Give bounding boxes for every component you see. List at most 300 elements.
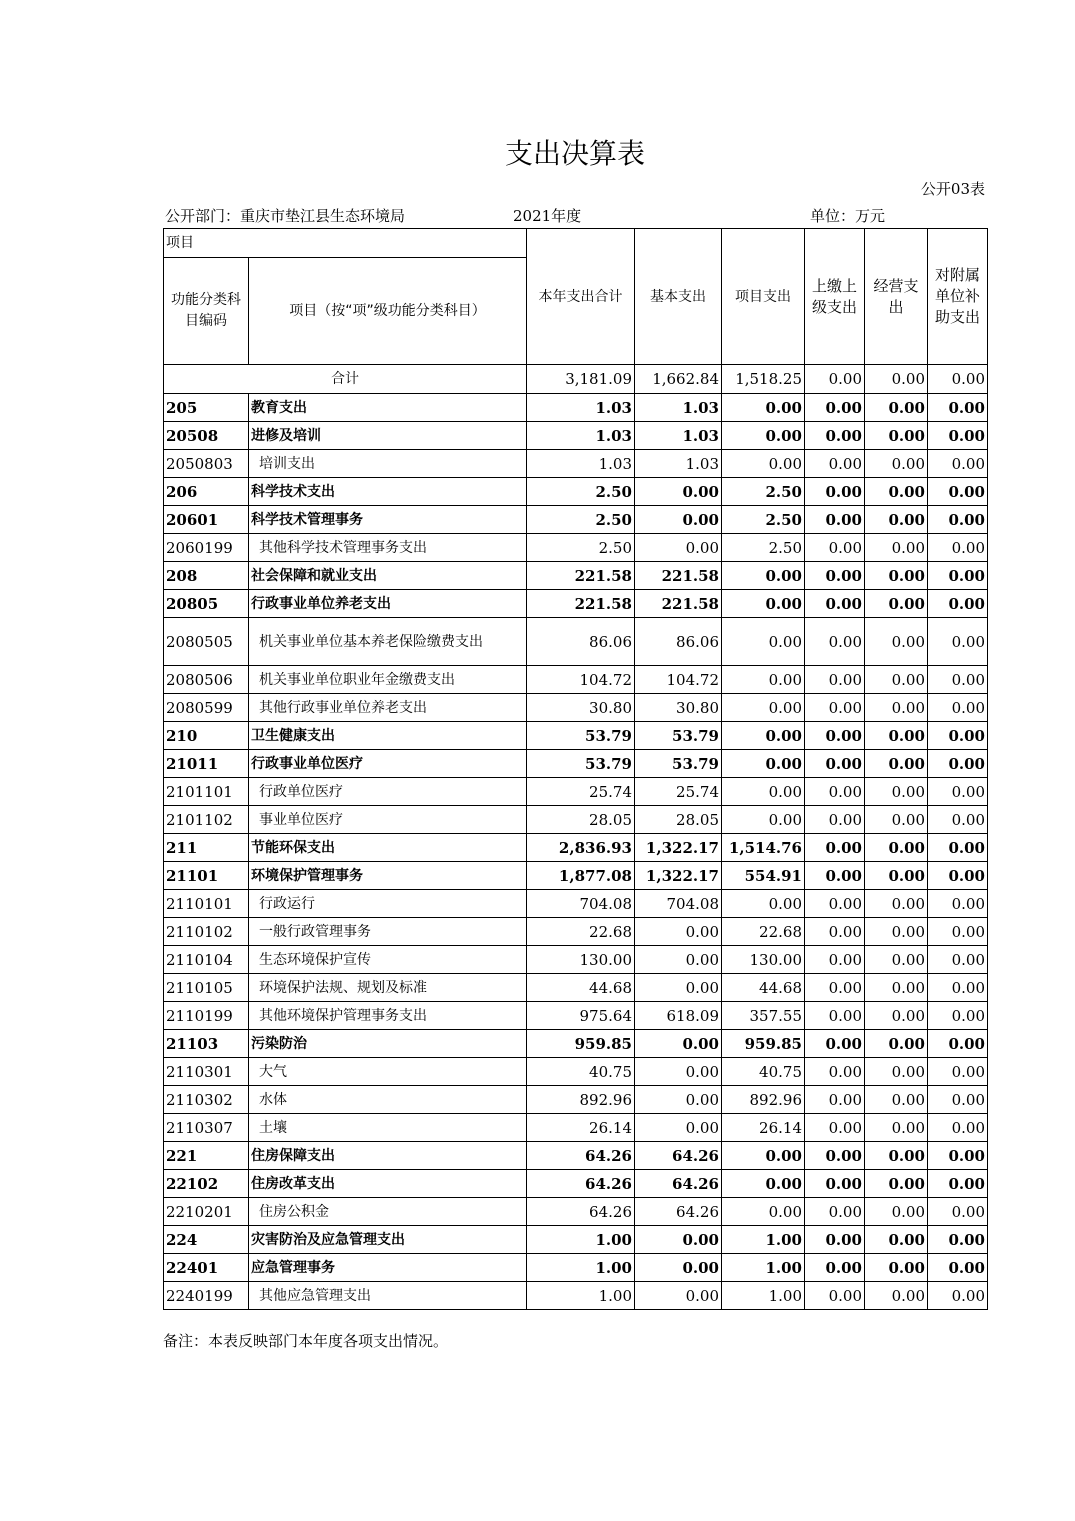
- total-row: [164, 365, 988, 394]
- page-title: 支出决算表: [504, 137, 645, 170]
- row-value: 53.79: [527, 750, 635, 778]
- row-name: 进修及培训: [249, 422, 527, 450]
- table-row: [164, 722, 988, 750]
- row-value: 0.00: [635, 534, 722, 562]
- row-code: 210: [164, 722, 249, 750]
- row-value: 221.58: [527, 562, 635, 590]
- row-value: 0.00: [928, 1058, 988, 1086]
- row-value: 1,877.08: [527, 862, 635, 890]
- row-code: 2210201: [164, 1198, 249, 1226]
- row-value: 0.00: [635, 1114, 722, 1142]
- row-name: 机关事业单位职业年金缴费支出: [249, 666, 527, 694]
- row-name: 社会保障和就业支出: [249, 562, 527, 590]
- table-row: [164, 450, 988, 478]
- row-value: 0.00: [722, 890, 805, 918]
- row-value: 0.00: [635, 1226, 722, 1254]
- row-value: 40.75: [527, 1058, 635, 1086]
- row-value: 0.00: [865, 1254, 928, 1282]
- row-value: 0.00: [722, 806, 805, 834]
- total-value: 3,181.09: [527, 365, 635, 394]
- row-value: 0.00: [722, 750, 805, 778]
- row-value: 64.26: [527, 1170, 635, 1198]
- row-value: 0.00: [722, 422, 805, 450]
- row-name: 生态环境保护宣传: [249, 946, 527, 974]
- header-project-expense: 项目支出: [722, 229, 805, 365]
- row-value: 53.79: [635, 722, 722, 750]
- row-value: 0.00: [805, 450, 865, 478]
- row-code: 22401: [164, 1254, 249, 1282]
- row-value: 1.03: [635, 450, 722, 478]
- row-code: 2110307: [164, 1114, 249, 1142]
- row-value: 28.05: [527, 806, 635, 834]
- row-value: 0.00: [928, 778, 988, 806]
- row-value: 0.00: [805, 1170, 865, 1198]
- row-value: 1.03: [527, 450, 635, 478]
- row-value: 0.00: [928, 534, 988, 562]
- total-value: 1,662.84: [635, 365, 722, 394]
- row-value: 0.00: [805, 1254, 865, 1282]
- table-row: [164, 778, 988, 806]
- row-value: 0.00: [865, 422, 928, 450]
- table-row: [164, 1002, 988, 1030]
- row-value: 0.00: [928, 890, 988, 918]
- row-value: 1.03: [635, 394, 722, 422]
- row-name: 行政运行: [249, 890, 527, 918]
- row-value: 0.00: [722, 562, 805, 590]
- row-value: 0.00: [865, 1086, 928, 1114]
- row-value: 0.00: [928, 666, 988, 694]
- row-value: 0.00: [805, 722, 865, 750]
- table-row: [164, 394, 988, 422]
- row-name: 应急管理事务: [249, 1254, 527, 1282]
- row-value: 0.00: [865, 806, 928, 834]
- row-code: 2101101: [164, 778, 249, 806]
- row-value: 0.00: [928, 1086, 988, 1114]
- row-name: 住房保障支出: [249, 1142, 527, 1170]
- table-row: [164, 1086, 988, 1114]
- row-value: 0.00: [865, 506, 928, 534]
- table-row: [164, 1058, 988, 1086]
- row-code: 20601: [164, 506, 249, 534]
- total-value: 0.00: [928, 365, 988, 394]
- row-value: 0.00: [635, 1030, 722, 1058]
- row-value: 0.00: [722, 1198, 805, 1226]
- row-value: 0.00: [805, 834, 865, 862]
- row-code: 21101: [164, 862, 249, 890]
- row-value: 0.00: [722, 666, 805, 694]
- row-code: 2050803: [164, 450, 249, 478]
- row-value: 2.50: [722, 506, 805, 534]
- table-row: [164, 750, 988, 778]
- row-code: 2110101: [164, 890, 249, 918]
- row-name: 科学技术支出: [249, 478, 527, 506]
- row-value: 53.79: [527, 722, 635, 750]
- table-row: [164, 666, 988, 694]
- row-value: 0.00: [722, 722, 805, 750]
- header-business: 经营支出: [865, 229, 928, 365]
- table-row: [164, 1170, 988, 1198]
- row-value: 0.00: [805, 534, 865, 562]
- row-value: 0.00: [928, 394, 988, 422]
- header-subsidy: 对附属单位补助支出: [928, 229, 988, 365]
- row-value: 1.00: [527, 1226, 635, 1254]
- row-value: 1.03: [527, 422, 635, 450]
- row-value: 0.00: [865, 834, 928, 862]
- row-value: 0.00: [928, 946, 988, 974]
- row-value: 64.26: [635, 1142, 722, 1170]
- row-value: 1,514.76: [722, 834, 805, 862]
- row-value: 0.00: [928, 974, 988, 1002]
- row-value: 0.00: [722, 394, 805, 422]
- row-value: 0.00: [805, 946, 865, 974]
- row-value: 0.00: [722, 450, 805, 478]
- row-value: 0.00: [805, 1030, 865, 1058]
- row-value: 1.00: [722, 1226, 805, 1254]
- row-value: 0.00: [928, 1254, 988, 1282]
- row-value: 0.00: [865, 618, 928, 666]
- row-code: 208: [164, 562, 249, 590]
- row-value: 618.09: [635, 1002, 722, 1030]
- row-value: 0.00: [865, 1198, 928, 1226]
- row-value: 0.00: [722, 694, 805, 722]
- table-row: [164, 534, 988, 562]
- table-row: [164, 890, 988, 918]
- row-name: 事业单位医疗: [249, 806, 527, 834]
- row-code: 2240199: [164, 1282, 249, 1310]
- row-value: 25.74: [635, 778, 722, 806]
- row-value: 0.00: [928, 562, 988, 590]
- row-value: 0.00: [928, 422, 988, 450]
- row-value: 0.00: [805, 1002, 865, 1030]
- row-name: 环境保护法规、规划及标准: [249, 974, 527, 1002]
- row-value: 1,322.17: [635, 834, 722, 862]
- row-value: 0.00: [805, 1282, 865, 1310]
- row-value: 892.96: [527, 1086, 635, 1114]
- row-value: 554.91: [722, 862, 805, 890]
- header-name: 项目（按“项”级功能分类科目）: [249, 258, 527, 365]
- row-value: 0.00: [805, 590, 865, 618]
- row-value: 0.00: [928, 1030, 988, 1058]
- row-code: 205: [164, 394, 249, 422]
- row-value: 0.00: [928, 1198, 988, 1226]
- row-code: 2110104: [164, 946, 249, 974]
- row-name: 机关事业单位基本养老保险缴费支出: [249, 618, 527, 666]
- row-code: 224: [164, 1226, 249, 1254]
- row-name: 节能环保支出: [249, 834, 527, 862]
- row-name: 其他应急管理支出: [249, 1282, 527, 1310]
- row-value: 221.58: [527, 590, 635, 618]
- row-value: 0.00: [722, 1142, 805, 1170]
- row-value: 86.06: [527, 618, 635, 666]
- table-row: [164, 618, 988, 666]
- row-value: 0.00: [865, 1114, 928, 1142]
- row-value: 0.00: [865, 1226, 928, 1254]
- row-value: 22.68: [722, 918, 805, 946]
- row-value: 130.00: [527, 946, 635, 974]
- row-name: 住房公积金: [249, 1198, 527, 1226]
- row-value: 0.00: [865, 946, 928, 974]
- row-value: 0.00: [928, 722, 988, 750]
- table-row: [164, 1198, 988, 1226]
- row-value: 1,322.17: [635, 862, 722, 890]
- row-value: 0.00: [865, 1058, 928, 1086]
- row-value: 0.00: [928, 1226, 988, 1254]
- row-code: 20508: [164, 422, 249, 450]
- row-value: 0.00: [722, 618, 805, 666]
- row-value: 1.00: [527, 1282, 635, 1310]
- row-value: 0.00: [805, 478, 865, 506]
- row-value: 86.06: [635, 618, 722, 666]
- row-value: 22.68: [527, 918, 635, 946]
- row-code: 2110302: [164, 1086, 249, 1114]
- row-value: 40.75: [722, 1058, 805, 1086]
- form-number: 公开03表: [920, 180, 985, 198]
- row-value: 0.00: [865, 890, 928, 918]
- row-value: 1.00: [722, 1254, 805, 1282]
- table-row: [164, 422, 988, 450]
- row-value: 2.50: [722, 534, 805, 562]
- row-value: 0.00: [805, 666, 865, 694]
- row-value: 0.00: [865, 974, 928, 1002]
- row-value: 30.80: [635, 694, 722, 722]
- row-name: 水体: [249, 1086, 527, 1114]
- row-value: 975.64: [527, 1002, 635, 1030]
- row-code: 2110102: [164, 918, 249, 946]
- row-value: 0.00: [928, 806, 988, 834]
- header-basic: 基本支出: [635, 229, 722, 365]
- row-value: 704.08: [635, 890, 722, 918]
- row-value: 0.00: [865, 666, 928, 694]
- table-row: [164, 590, 988, 618]
- total-value: 0.00: [865, 365, 928, 394]
- row-value: 104.72: [527, 666, 635, 694]
- row-value: 0.00: [865, 778, 928, 806]
- row-value: 0.00: [865, 450, 928, 478]
- row-value: 0.00: [865, 722, 928, 750]
- row-value: 0.00: [928, 618, 988, 666]
- row-code: 22102: [164, 1170, 249, 1198]
- table-row: [164, 478, 988, 506]
- row-value: 64.26: [527, 1198, 635, 1226]
- row-value: 64.26: [635, 1170, 722, 1198]
- row-value: 0.00: [928, 750, 988, 778]
- table-row: [164, 1114, 988, 1142]
- table-row: [164, 694, 988, 722]
- header-project: 项目: [164, 229, 527, 258]
- row-value: 0.00: [928, 1002, 988, 1030]
- row-value: 0.00: [865, 918, 928, 946]
- row-value: 0.00: [865, 1282, 928, 1310]
- row-name: 污染防治: [249, 1030, 527, 1058]
- row-value: 0.00: [635, 946, 722, 974]
- row-value: 64.26: [635, 1198, 722, 1226]
- row-code: 2101102: [164, 806, 249, 834]
- row-value: 0.00: [635, 974, 722, 1002]
- row-value: 28.05: [635, 806, 722, 834]
- row-value: 221.58: [635, 590, 722, 618]
- row-value: 0.00: [865, 562, 928, 590]
- row-value: 0.00: [865, 694, 928, 722]
- row-value: 0.00: [928, 918, 988, 946]
- row-code: 20805: [164, 590, 249, 618]
- row-value: 0.00: [865, 394, 928, 422]
- row-value: 0.00: [635, 1086, 722, 1114]
- row-value: 0.00: [928, 694, 988, 722]
- row-value: 0.00: [722, 778, 805, 806]
- row-value: 0.00: [805, 750, 865, 778]
- row-value: 53.79: [635, 750, 722, 778]
- header-total: 本年支出合计: [527, 229, 635, 365]
- table-row: [164, 946, 988, 974]
- row-code: 2080599: [164, 694, 249, 722]
- row-value: 0.00: [805, 1086, 865, 1114]
- row-name: 其他环境保护管理事务支出: [249, 1002, 527, 1030]
- row-value: 357.55: [722, 1002, 805, 1030]
- row-value: 0.00: [805, 618, 865, 666]
- row-value: 130.00: [722, 946, 805, 974]
- row-value: 0.00: [635, 1282, 722, 1310]
- row-code: 2060199: [164, 534, 249, 562]
- department: 公开部门：重庆市垫江县生态环境局: [165, 207, 406, 225]
- table-row: [164, 1030, 988, 1058]
- row-value: 0.00: [865, 750, 928, 778]
- header-code: 功能分类科目编码: [164, 258, 249, 365]
- table-row: [164, 1282, 988, 1310]
- row-value: 0.00: [865, 590, 928, 618]
- row-value: 0.00: [635, 1254, 722, 1282]
- row-code: 21011: [164, 750, 249, 778]
- row-value: 2.50: [527, 534, 635, 562]
- row-code: 2080505: [164, 618, 249, 666]
- row-value: 704.08: [527, 890, 635, 918]
- total-value: 1,518.25: [722, 365, 805, 394]
- row-value: 25.74: [527, 778, 635, 806]
- row-value: 959.85: [722, 1030, 805, 1058]
- table-row: [164, 862, 988, 890]
- row-value: 0.00: [805, 506, 865, 534]
- row-value: 0.00: [722, 590, 805, 618]
- row-name: 卫生健康支出: [249, 722, 527, 750]
- row-value: 26.14: [527, 1114, 635, 1142]
- row-value: 221.58: [635, 562, 722, 590]
- row-value: 0.00: [865, 1170, 928, 1198]
- row-name: 科学技术管理事务: [249, 506, 527, 534]
- row-name: 其他科学技术管理事务支出: [249, 534, 527, 562]
- row-value: 0.00: [805, 1058, 865, 1086]
- row-value: 64.26: [527, 1142, 635, 1170]
- row-value: 0.00: [805, 806, 865, 834]
- row-name: 住房改革支出: [249, 1170, 527, 1198]
- row-name: 行政事业单位养老支出: [249, 590, 527, 618]
- row-value: 0.00: [865, 478, 928, 506]
- table-row: [164, 918, 988, 946]
- row-value: 0.00: [635, 506, 722, 534]
- row-value: 0.00: [635, 918, 722, 946]
- row-value: 0.00: [805, 862, 865, 890]
- row-value: 0.00: [928, 834, 988, 862]
- row-value: 0.00: [928, 590, 988, 618]
- row-name: 大气: [249, 1058, 527, 1086]
- row-value: 0.00: [865, 534, 928, 562]
- row-value: 0.00: [928, 1114, 988, 1142]
- row-code: 2110301: [164, 1058, 249, 1086]
- table-row: [164, 1254, 988, 1282]
- fiscal-year: 2021年度: [513, 207, 582, 225]
- table-row: [164, 1226, 988, 1254]
- row-value: 0.00: [805, 918, 865, 946]
- row-value: 26.14: [722, 1114, 805, 1142]
- row-name: 其他行政事业单位养老支出: [249, 694, 527, 722]
- table-row: [164, 834, 988, 862]
- row-value: 2.50: [527, 506, 635, 534]
- row-value: 0.00: [928, 1142, 988, 1170]
- row-value: 0.00: [865, 1030, 928, 1058]
- table-row: [164, 974, 988, 1002]
- footnote: 备注：本表反映部门本年度各项支出情况。: [163, 1332, 449, 1350]
- row-value: 1.00: [722, 1282, 805, 1310]
- row-value: 0.00: [805, 890, 865, 918]
- row-code: 211: [164, 834, 249, 862]
- row-value: 0.00: [865, 862, 928, 890]
- row-value: 0.00: [865, 1002, 928, 1030]
- row-value: 0.00: [635, 1058, 722, 1086]
- table-row: [164, 562, 988, 590]
- row-name: 灾害防治及应急管理支出: [249, 1226, 527, 1254]
- row-code: 206: [164, 478, 249, 506]
- row-value: 0.00: [722, 1170, 805, 1198]
- row-name: 环境保护管理事务: [249, 862, 527, 890]
- row-value: 0.00: [928, 1170, 988, 1198]
- row-code: 2110105: [164, 974, 249, 1002]
- row-value: 0.00: [805, 1142, 865, 1170]
- row-value: 2.50: [722, 478, 805, 506]
- row-value: 0.00: [865, 1142, 928, 1170]
- row-value: 0.00: [928, 450, 988, 478]
- row-value: 30.80: [527, 694, 635, 722]
- row-name: 行政事业单位医疗: [249, 750, 527, 778]
- row-value: 0.00: [928, 506, 988, 534]
- row-value: 0.00: [805, 394, 865, 422]
- expenditure-table: [163, 228, 988, 1310]
- total-value: 0.00: [805, 365, 865, 394]
- table-row: [164, 1142, 988, 1170]
- row-name: 教育支出: [249, 394, 527, 422]
- row-code: 2080506: [164, 666, 249, 694]
- row-value: 44.68: [527, 974, 635, 1002]
- total-label: 合计: [164, 365, 527, 394]
- row-value: 0.00: [805, 778, 865, 806]
- header-upper: 上缴上级支出: [805, 229, 865, 365]
- row-code: 221: [164, 1142, 249, 1170]
- row-value: 0.00: [635, 478, 722, 506]
- table-row: [164, 506, 988, 534]
- row-value: 0.00: [928, 1282, 988, 1310]
- row-value: 104.72: [635, 666, 722, 694]
- row-value: 959.85: [527, 1030, 635, 1058]
- row-value: 2,836.93: [527, 834, 635, 862]
- row-value: 892.96: [722, 1086, 805, 1114]
- row-name: 土壤: [249, 1114, 527, 1142]
- row-value: 0.00: [805, 974, 865, 1002]
- table-row: [164, 806, 988, 834]
- row-code: 21103: [164, 1030, 249, 1058]
- row-code: 2110199: [164, 1002, 249, 1030]
- row-name: 行政单位医疗: [249, 778, 527, 806]
- row-value: 0.00: [928, 478, 988, 506]
- row-name: 培训支出: [249, 450, 527, 478]
- row-value: 1.03: [527, 394, 635, 422]
- row-value: 0.00: [805, 422, 865, 450]
